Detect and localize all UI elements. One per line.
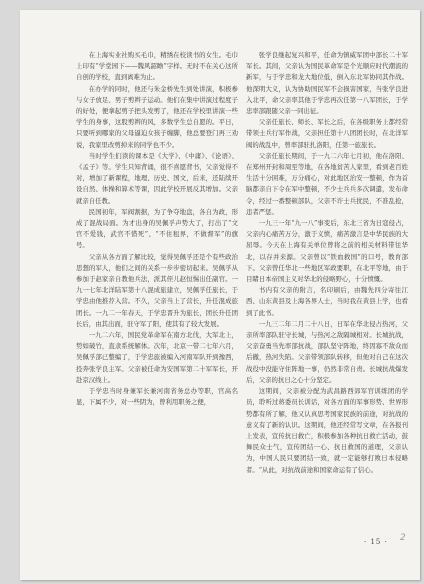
paragraph: 父亲从各方面了解比较，觉得吴佩孚还是个有些政治思想的军人，他们之间的关系一步步密切起来。吴佩孚从参加于赵家亲自教他兵法，派其侄儿赵恒惕出任副官。一九一七年北洋陆军第十八混成旅建立，吴佩孚任旅长，于学忠由他推荐入营。不久，父亲当上了营长，升任混成旅团长。一九二一年春天，于学忠晋升为旅长，团长升任团长后，由其出面，驻守军了阳，使其有了较大发展。 [76, 252, 238, 328]
pencil-mark: 2 [400, 533, 406, 543]
magazine-page [20, 10, 420, 580]
paragraph: 在办学的同时，他还与朱金桥先生到处讲演，积极参与女子放足、男子剪辫子运动。他们在集中讲演过程度子的好处，便拿起剪子把头发剪了，他还在学校里讲演一些学生的身事，这股剪辫的风，多数学生总自愿的。平日，只要听到哪家的父母逼迫女孩子缠脚，他总要登门再三劝说，我家里改剪掉来的同学也不少。 [76, 84, 238, 149]
paragraph: 一九三一年“九一八”事变后，东北三省为日寇侵占，父亲内心痛苦万分，激于义愤，痛苦激言是中华民族的大屈辱。今天在上海有关单位曾将之前的相关材料带往华北，以存并来源。父亲曾以“铁血救国”的口号，教育部下。父亲曾任华北一些地区军政要职，在北平等地，由于目睹日本帝国主义对华北的侵略野心，十分愤慨。 [246, 219, 408, 284]
paragraph: 父亲任旅长期间，于一九二六年七月初，他在洛阳、在郑州开封和周至等地，在各地贫苦人家里，看到老百姓生活十分困难，万分痛心，对此地区治安一整顿，作为首脑都亲自下令在军中整顿，不少士兵兵多次调遣，发布命令，经过一番整顿部队，父亲不许士兵扰民，不准乱抢，违者严惩。 [246, 151, 408, 216]
paragraph: 一九二六年，国民党革命军在南方北伐，大军北上，势如破竹，直隶系统解体。次年，北京一带二七年六月，吴佩孚部已整编了，于学忠旅被编入河南军队开到豫西，投奔张学良主军。父亲被任命为安国军第二十军军长，开赴京汉线上。 [76, 331, 238, 384]
paragraph: 民国初年，军阀割据，为了争夺地盘，各自为政，形成了混战局面。为才出身的吴佩孚声势大了，打出了“文官不爱钱，武官不惜死”、“不住租界，不做督军”的旗号。 [76, 207, 238, 250]
paragraph: 张学良继起复兴和平，任命为镇威军团中部长二十军军长。其间，父亲认为国民革命军是个光顺应时代潮流的新军，与于学忠和龙大地位低，倒入东北军协同其作战。他深明大义，认为协助国民军不会损害国家，当张学良进入北平，命父亲率其他于学忠再次任第一八军团长，于学忠率部跟随父亲一同出征。 [246, 51, 408, 116]
page-number: · 15 · [364, 538, 388, 546]
paragraph: 书内有父亲的附言，名印刷后，由魏先四分寄往江西、山东黄县及上海各界人士，当时我在黄县上学，也看到了此书。 [246, 286, 408, 317]
paragraph: 父亲任旅长、师长、军长之后，在各级职务上都经常带领士兵行军作战，父亲担任第十八团团长时，在北洋军阀的战乱中，曾率部驻扎洛阳，任第一旅旅长。 [246, 118, 408, 149]
paragraph: 这期间，父亲被分配为武昌路西郊军官训练团的学员，聆听过蒋委员长训话，对各方面的军事形势、世界形势都有所了解，他又认真思考国家民族的前途，对抗战的意义有了新的认识。这期间，他还经常写文章，在各报刊上发表，宣传抗日救亡，积极参加各种抗日救亡活动，鼓舞民众士气，宣传团结一心、抗日救国的道理，父亲认为，中国人民只要团结一致，就一定能够打败日本侵略者。“从此，对抗战前途和国家命运有了信心。 [246, 387, 408, 474]
left-text-column [76, 50, 238, 409]
paragraph: 在上海实业社购买毛巾，精绣在校读书的女生。毛巾上印有“学堂园下——魏风韶瞻”字样。无时不在关心这所自创的学校，直到离难为止。 [76, 51, 238, 82]
paragraph: 于学忠当时身兼军长兼河南省务总办等职，官高名显，下属不少，对一些阴为，曾利用职务之便， [76, 387, 238, 407]
right-text-column [246, 50, 408, 476]
paragraph: 一九三二年二月二十八日，日军在华北侵占热河，父亲所率部队驻守长城，与热河之敌隔城相对。长城抗战，父亲奋勇当先率部抗战，部队坚守阵地，终因寡不敌众而后撤，热河失陷。父亲带领部队转移，但他对自己在这次战役中没能守住阵地一事，仍然非常自责。长城抗战爆发后，父亲的抗日之心十分坚定。 [246, 319, 408, 384]
paragraph: 当时学生们读的课本是《大学》、《中庸》、《论语》、《孟子》等。学生只知背诵，很不喜愿背书，父亲觉得不对，增加了新课程，地理、历史、国文，后来，还陆续开设自然、体操和算术等课，因此学校开展反其增加。父亲就亲自任教。 [76, 151, 238, 205]
